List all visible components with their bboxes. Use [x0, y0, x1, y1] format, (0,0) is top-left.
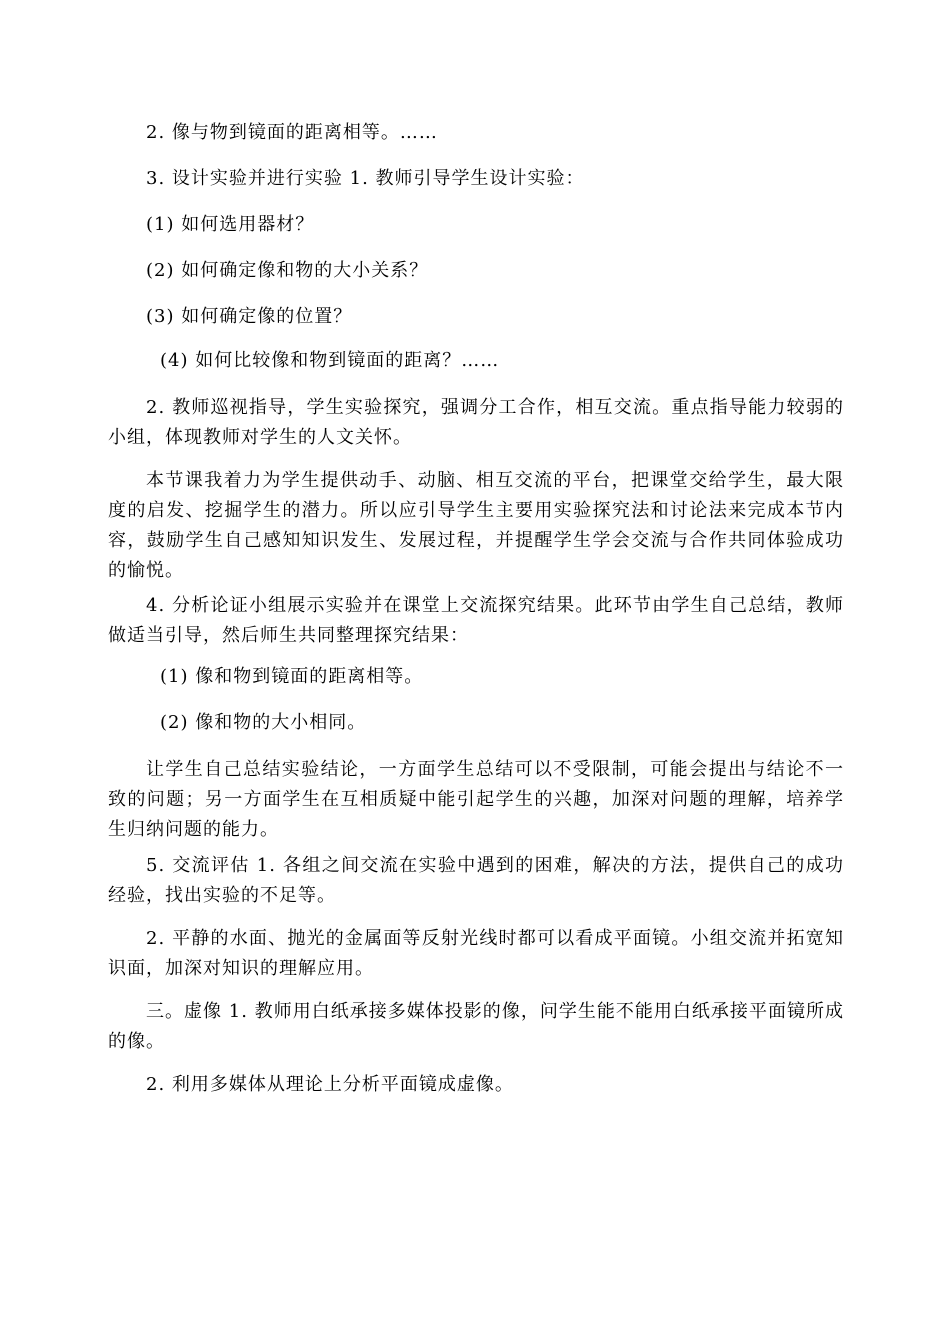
question-3-image-position: (3) 如何确定像的位置？: [146, 306, 353, 327]
paragraph-point-2-distance: 2. 像与物到镜面的距离相等。……: [146, 122, 438, 143]
result-2-same-size: (2) 像和物的大小相同。: [160, 712, 367, 733]
paragraph-multimedia-analysis: 2. 利用多媒体从理论上分析平面镜成虚像。: [146, 1074, 514, 1095]
result-1-equal-distance: (1) 像和物到镜面的距离相等。: [160, 666, 424, 687]
paragraph-virtual-image: 三。虚像 1. 教师用白纸承接多媒体投影的像，问学生能不能用白纸承接平面镜所成的像。: [108, 1001, 844, 1052]
question-2-size-relation: (2) 如何确定像和物的大小关系？: [146, 260, 429, 281]
paragraph-step-3-design-experiment: 3. 设计实验并进行实验 1. 教师引导学生设计实验：: [146, 168, 585, 189]
question-1-equipment: (1) 如何选用器材？: [146, 214, 315, 235]
paragraph-lesson-approach: 本节课我着力为学生提供动手、动脑、相互交流的平台，把课堂交给学生，最大限度的启发、挖掘学生的潜力。所以应引导学生主要用实验探究法和讨论法来完成本节内容，鼓励学生自己感知知识发生、发展过程，并提醒学生学会交流与合作共同体验成功的愉悦。: [108, 470, 844, 581]
paragraph-student-summary: 让学生自己总结实验结论，一方面学生总结可以不受限制，可能会提出与结论不一致的问题；另一方面学生在互相质疑中能引起学生的兴趣，加深对问题的理解，培养学生归纳问题的能力。: [108, 759, 844, 840]
paragraph-step-5-evaluation: 5. 交流评估 1. 各组之间交流在实验中遇到的困难，解决的方法，提供自己的成功经验，找出实验的不足等。: [108, 855, 844, 906]
paragraph-plane-mirror-surfaces: 2. 平静的水面、抛光的金属面等反射光线时都可以看成平面镜。小组交流并拓宽知识面，加深对知识的理解应用。: [108, 928, 844, 979]
question-4-compare-distance: (4) 如何比较像和物到镜面的距离？……: [160, 350, 500, 371]
paragraph-teacher-guidance: 2. 教师巡视指导，学生实验探究，强调分工合作，相互交流。重点指导能力较弱的小组，体现教师对学生的人文关怀。: [108, 397, 844, 448]
paragraph-step-4-analysis: 4. 分析论证小组展示实验并在课堂上交流探究结果。此环节由学生自己总结，教师做适当引导，然后师生共同整理探究结果：: [108, 595, 844, 646]
